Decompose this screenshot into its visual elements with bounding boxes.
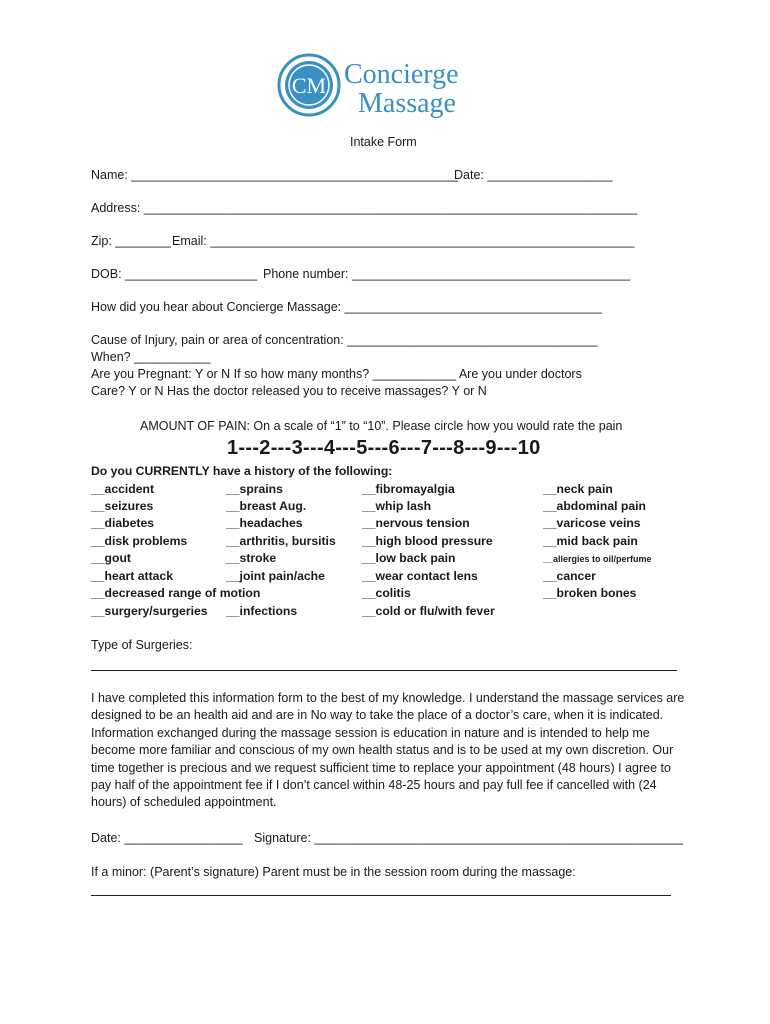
date-field[interactable]: Date: __________________ (454, 168, 613, 182)
surgeries-input-line[interactable] (91, 670, 677, 671)
history-item[interactable]: __varicose veins (543, 516, 641, 530)
history-item[interactable]: __fibromayalgia (362, 482, 455, 496)
history-item[interactable]: __nervous tension (362, 516, 470, 530)
minor-statement: If a minor: (Parent’s signature) Parent must be in the session room during the massage: (91, 865, 576, 879)
history-item[interactable]: __neck pain (543, 482, 613, 496)
history-item[interactable]: __allergies to oil/perfume (543, 554, 652, 564)
signature-field[interactable]: Signature: _____________________________________________________ (254, 831, 683, 845)
history-heading: Do you CURRENTLY have a history of the following: (91, 464, 393, 478)
address-field[interactable]: Address: _______________________________________________________________________ (91, 201, 638, 215)
history-item[interactable]: __cold or flu/with fever (362, 604, 495, 618)
parent-signature-line[interactable] (91, 895, 671, 896)
surgeries-label: Type of Surgeries: (91, 638, 193, 652)
pain-scale-prompt: AMOUNT OF PAIN: On a scale of “1” to “10”. Please circle how you would rate the pain (140, 419, 623, 433)
zip-field[interactable]: Zip: ________ (91, 234, 171, 248)
pregnancy-question: Are you Pregnant: Y or N If so how many months? ____________ Are you under doctors (91, 367, 582, 381)
injury-cause-field[interactable]: Cause of Injury, pain or area of concentration: ____________________________________ (91, 333, 598, 347)
logo-word-bottom: Massage (358, 88, 456, 118)
history-item[interactable]: __arthritis, bursitis (226, 534, 336, 548)
history-item[interactable]: __surgery/surgeries (91, 604, 208, 618)
name-field[interactable]: Name: _______________________________________________ (91, 168, 459, 182)
doctor-care-question: Care? Y or N Has the doctor released you to receive massages? Y or N (91, 384, 487, 398)
history-item[interactable]: __colitis (362, 586, 411, 600)
concierge-massage-logo (276, 52, 498, 118)
history-item[interactable]: __seizures (91, 499, 154, 513)
history-item[interactable]: __abdominal pain (543, 499, 646, 513)
history-item[interactable]: __heart attack (91, 569, 173, 583)
history-item[interactable]: __joint pain/ache (226, 569, 325, 583)
history-item[interactable]: __accident (91, 482, 155, 496)
history-item[interactable]: __gout (91, 551, 131, 565)
history-item[interactable]: __infections (226, 604, 298, 618)
logo-monogram: CM (291, 73, 327, 98)
history-item[interactable]: __broken bones (543, 586, 637, 600)
history-item[interactable]: __decreased range of motion (91, 586, 261, 600)
history-item[interactable]: __diabetes (91, 516, 155, 530)
referral-field[interactable]: How did you hear about Concierge Massage: _____________________________________ (91, 300, 602, 314)
history-item[interactable]: __whip lash (362, 499, 432, 513)
history-item[interactable]: __high blood pressure (362, 534, 493, 548)
pain-scale[interactable]: 1---2---3---4---5---6---7---8---9---10 (227, 437, 541, 459)
history-item[interactable]: __disk problems (91, 534, 188, 548)
history-item[interactable]: __mid back pain (543, 534, 638, 548)
form-title: Intake Form (350, 135, 417, 149)
history-item[interactable]: __breast Aug. (226, 499, 307, 513)
email-field[interactable]: Email: _____________________________________________________________ (172, 234, 635, 248)
phone-field[interactable]: Phone number: ________________________________________ (263, 267, 631, 281)
history-item[interactable]: __low back pain (362, 551, 456, 565)
history-item[interactable]: __stroke (226, 551, 277, 565)
history-item[interactable]: __sprains (226, 482, 283, 496)
signature-date-field[interactable]: Date: _________________ (91, 831, 243, 845)
history-item[interactable]: __headaches (226, 516, 303, 530)
logo-word-top: Concierge (344, 59, 459, 90)
dob-field[interactable]: DOB: ___________________ (91, 267, 258, 281)
history-item[interactable]: __wear contact lens (362, 569, 478, 583)
history-item[interactable]: __cancer (543, 569, 596, 583)
when-field[interactable]: When? ___________ (91, 350, 211, 364)
consent-statement: I have completed this information form to the best of my knowledge. I understand the massage services are designed to be an health aid and are in No way to take the place of a doctor’s care, when it is indicated. Information exchanged during the massage session is education in nature and is intended to help me become more familiar and conscious of my own health status and is to be used at my own discretion. Our time together is precious and we request sufficient time to replace your appointment (48 hours) I agree to pay half of the appointment fee if I don’t cancel within 48-25 hours and pay full fee if cancelled with (24 hours) of scheduled appointment. (91, 691, 685, 810)
